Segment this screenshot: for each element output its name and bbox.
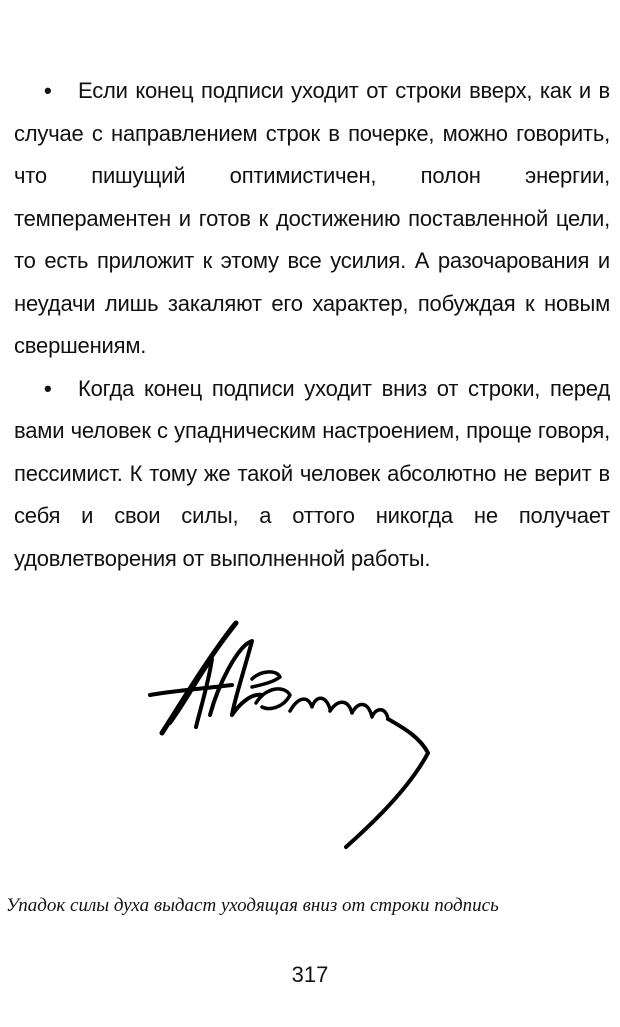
figure-caption: Упадок силы духа выдаст уходящая вниз от строки подпись: [6, 895, 499, 916]
body-text: [14, 70, 610, 580]
bullet-icon: •: [44, 78, 52, 103]
paragraph-signature-falling: [14, 368, 610, 581]
bullet-icon: •: [44, 375, 52, 401]
page-number: 317: [291, 962, 329, 987]
paragraph-signature-rising: [14, 70, 610, 368]
handwritten-signature-image: [140, 615, 460, 855]
paragraph-text: Если конец подписи уходит от строки вверх, как и в случае с направлением строк в почерке, можно говорить, что пишущий оптимистичен, полон энергии, темпераментен и готов к достижению поставленной цели, то есть приложит к этому все усилия. А разочарования и неудачи лишь закаляют его характер, побуждая к новым свершениям.: [14, 78, 610, 358]
paragraph-text: Когда конец подписи уходит вниз от строки, перед вами человек с упадническим настроением, проще говоря, пессимист. К тому же такой человек абсолютно не верит в себя и свои силы, а оттого никогда не получает удовлетворения от выполненной работы.: [14, 375, 610, 571]
